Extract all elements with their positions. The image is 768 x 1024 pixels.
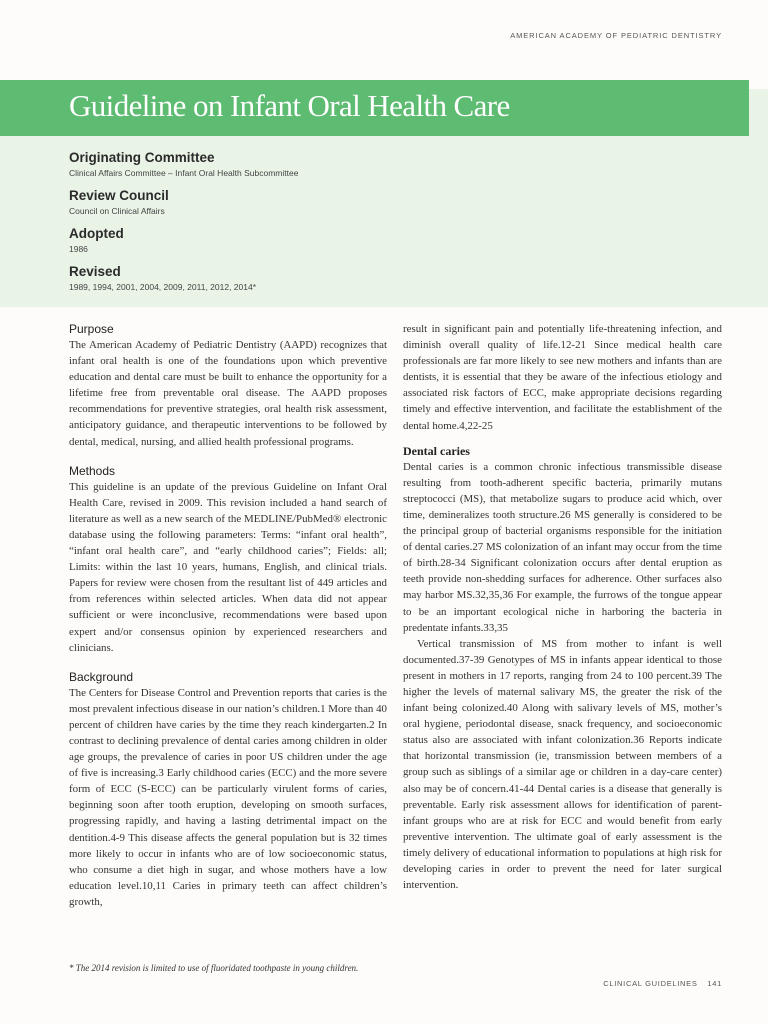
adopted-value: 1986 [69,244,88,254]
left-column [69,321,387,910]
background-heading: Background [69,669,134,684]
title-banner [0,80,749,136]
dental-caries-heading: Dental caries [403,443,470,458]
review-council-label: Review Council [69,188,169,203]
revised-label: Revised [69,264,121,279]
review-council-value: Council on Clinical Affairs [69,206,165,216]
guideline-metadata [69,148,298,301]
originating-committee-value: Clinical Affairs Committee – Infant Oral Health Subcommittee [69,168,299,178]
revision-footnote: * The 2014 revision is limited to use of fluoridated toothpaste in young children. [69,963,359,973]
dental-caries-paragraph-1: Dental caries is a common chronic infectious transmissible disease resulting from tooth-adherent specific bacteria, primarily mutans streptococci (MS), that metabolize sugars to produce acid which, over time, demineralizes tooth structure.26 MS generally is considered to be the principal group of bacterial organisms responsible for the initiation of dental caries.27 MS colonization of an infant may occur from the time of birth.28-34 Significant colonization occurs after dental eruption as teeth provide non-shedding surfaces for adherence. Other surfaces also may harbor MS.32,35,36 For example, the furrows of the tongue appear to be an important ecological niche in harboring the bacteria in predentate infants.33,35 [403,460,722,634]
background-continued-text: result in significant pain and potentially life-threatening infection, and diminish overall quality of life.12-21 Since medical health care professionals are far more likely to see new mothers and infants than are dentists, it is essential that they be aware of the infectious etiology and associated risk factors of ECC, make appropriate decisions regarding timely and effective intervention, and facilitate the establishment of the dental home.4,22-25 [403,323,722,432]
revised-value: 1989, 1994, 2001, 2004, 2009, 2011, 2012, 2014* [69,282,257,292]
methods-text: This guideline is an update of the previous Guideline on Infant Oral Health Care, revised in 2009. This revision included a hand search of literature as well as a new search of the MEDLINE/PubMed® electronic database using the following parameters: Terms: “infant oral health”, “infant oral health care”, and “early childhood caries”; Fields: all; Limits: within the last 10 years, humans, English, and clinical trials. Papers for review were chosen from the resultant list of 449 articles and from references within selected articles. When data did not appear sufficient or were inconclusive, recommendations were based upon expert and/or consensus opinion by experienced researchers and clinicians. [69,480,387,654]
adopted-label: Adopted [69,226,124,241]
page-footer [596,979,722,988]
originating-committee-label: Originating Committee [69,150,215,165]
dental-caries-paragraph-2: Vertical transmission of MS from mother to infant is well documented.37-39 Genotypes of MS in infants appear identical to those present in mothers in 17 reports, ranging from 24 to 100 percent.39 The higher the levels of maternal salivary MS, the greater the risk of the infant being colonized.40 Along with salivary levels of MS, mother’s oral hygiene, periodontal disease, snack frequency, and socioeconomic status also are associated with infant colonization.36 Reports indicate that horizontal transmission (ie, transmission between members of a group such as siblings of a similar age or children in a day-care center) also may be of concern.41-44 Dental caries is a disease that generally is preventable. Early risk assessment allows for identification of parent-infant groups who are at risk for ECC and would benefit from early preventive intervention. The ultimate goal of early assessment is the timely delivery of educational information to populations at high risk for developing caries in order to prevent the need for later surgical intervention. [403,637,722,892]
background-text: The Centers for Disease Control and Prevention reports that caries is the most prevalent infectious disease in our nation’s children.1 More than 40 percent of children have caries by the time they reach kindergarten.2 In contrast to declining prevalence of dental caries among children in older age groups, the prevalence of caries in poor US children under the age of five is increasing.3 Early childhood caries (ECC) and the more severe form of ECC (S-ECC) can be particularly virulent forms of caries, beginning soon after tooth eruption, developing on smooth surfaces, progressing rapidly, and having a lasting detrimental impact on the dentition.4-9 This disease affects the general population but is 32 times more likely to occur in infants who are of low socioeconomic status, who consume a diet high in sugar, and whose mothers have a low education level.10,11 Caries in primary teeth can affect children’s growth, [69,686,387,908]
purpose-text: The American Academy of Pediatric Dentistry (AAPD) recognizes that infant oral health is one of the foundations upon which preventive education and dental care must be built to enhance the opportunity for a lifetime free from preventable oral disease. The AAPD proposes recommendations for preventive strategies, oral health risk assessment, anticipatory guidance, and therapeutic interventions to be followed by dental, medical, nursing, and allied health professional programs. [69,339,387,448]
page-number: 141 [707,979,722,988]
purpose-heading: Purpose [69,322,114,336]
right-column [403,321,722,893]
organization-header: AMERICAN ACADEMY OF PEDIATRIC DENTISTRY [510,31,722,40]
methods-heading: Methods [69,463,116,478]
footer-section: CLINICAL GUIDELINES [603,979,698,988]
page-title: Guideline on Infant Oral Health Care [69,88,510,123]
